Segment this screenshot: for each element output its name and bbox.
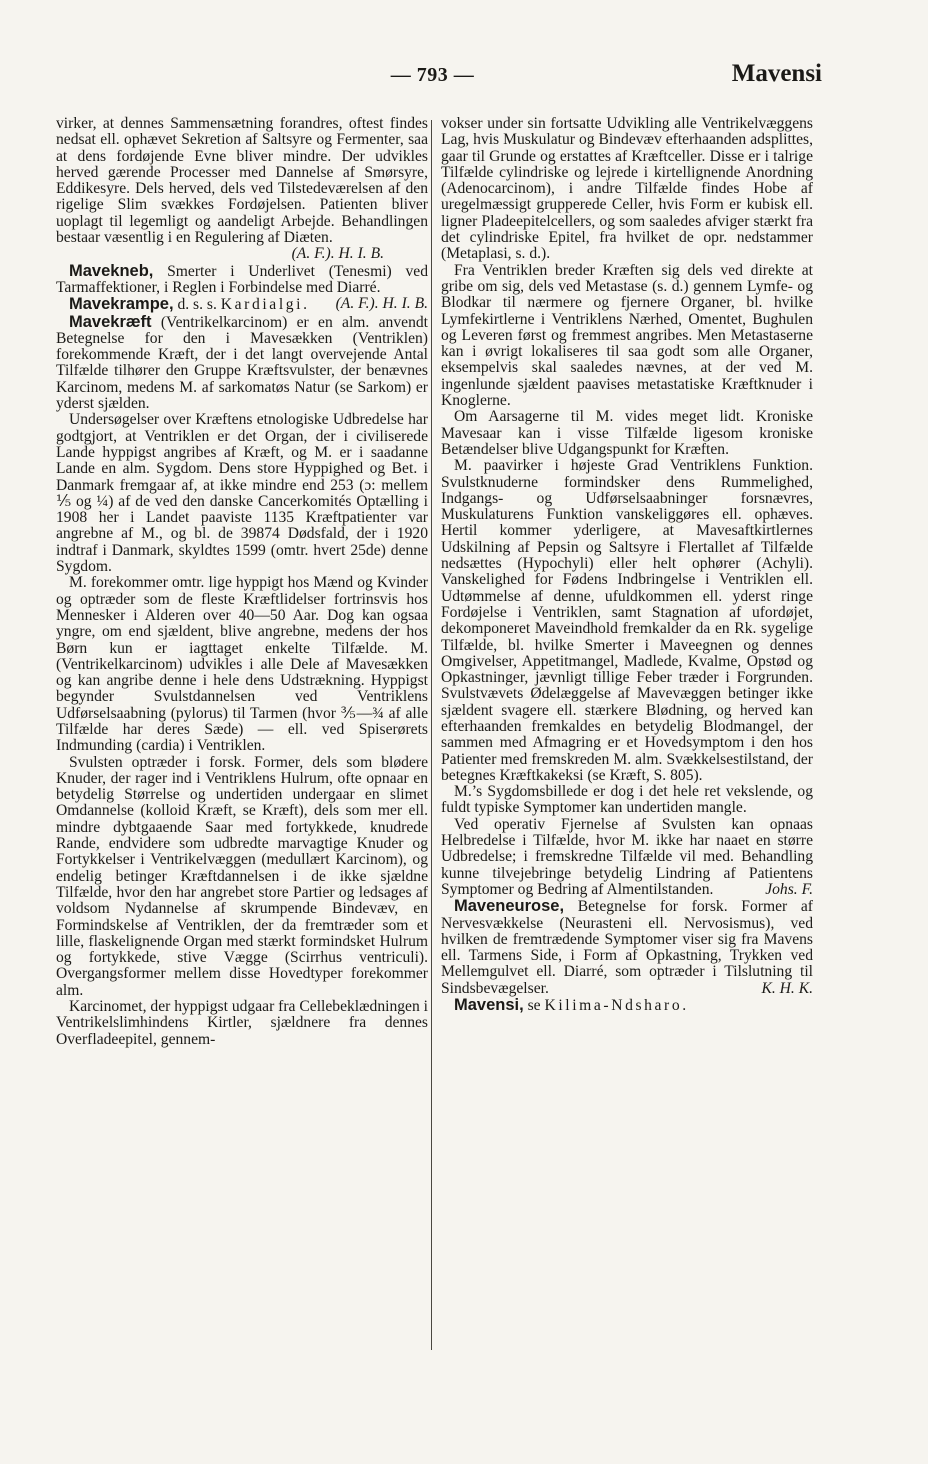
paragraph — [56, 575, 428, 754]
paragraph — [441, 263, 813, 410]
paragraph — [56, 999, 428, 1048]
entry — [441, 898, 813, 997]
entry-text: Betegnelse for forsk. Former af Nervesvækkelse (Neurasteni ell. Nervosismus), ved hvilken de fremtrædende Symptomer viser sig fra Mavens ell. Tarmens Side, i Form af Opkastning, Trykken ved Mellemgulvet ell. Diarré, som optræder i Tilslutning til Sindsbevægelser. — [441, 898, 813, 997]
entry-text: virker, at dennes Sammensætning forandres, oftest findes nedsat ell. ophævet Sekretion af Saltsyre og Fermenter, saa at dens fordøjende Evne bliver mindre. Der udvikles herved gærende Processer med Dannelse af Smørsyre, Eddikesyre. Dels herved, dels ved Tilstedeværelsen af den rigelige Slim svækkes Fordøjelsen. Patienten bliver uoplagt til legemligt og aandeligt Arbejde. Behandlingen bestaar væsentlig i en Regulering af Diæten. — [56, 115, 428, 247]
entry-headword: Mavekneb, — [69, 261, 154, 280]
signature: (A. F.). H. I. B. — [335, 295, 428, 313]
entry-text: M. forekommer omtr. lige hyppigt hos Mænd og Kvinder og optræder som de fleste Kræftlidelser fortrinsvis hos Mennesker i Alderen over 40—50 Aar. Dog kan ogsaa yngre, om end sjældent, blive angrebne, medens der hos Børn kun er iagttaget enkelte Tilfælde. M. (Ventrikelkarcinom) udvikles i alle Dele af Mavesækken og kan angribe denne i hele dens Udstrækning. Hyppigst begynder Svulstdannelsen ved Ventriklens Udførselsaabning (pylorus) til Tarmen (hvor ⅗—¾ af alle Tilfælde har deres Sæde) — ell. ved Spiserørets Indmunding (cardia) i Ventriklen. — [56, 574, 428, 755]
paragraph — [56, 412, 428, 575]
entry-text: M.’s Sygdomsbillede er dog i det hele ret vekslende, og fuldt typiske Symptomer kan undertiden mangle. — [441, 783, 813, 817]
cross-reference: Kardialgi. — [220, 296, 310, 314]
entry-text: vokser under sin fortsatte Udvikling alle Ventrikelvæggens Lag, hvis Muskulatur og Bindevæv efterhaanden adsplittes, gaar til Grunde og erstattes af Kræftceller. Disse er i talrige Tilfælde cylindriske og lejrede i kirtellignende Anordning (Adenocarcinom), i andre Tilfælde findes Hobe af uregelmæssigt grupperede Celler, hvis Form er kubisk ell. ligner Pladeepitelcellers, og som saaledes afviger stærkt fra det cylindriske Epitel, fra hvilket de opr. nedstammer (Metaplasi, s. d.). — [441, 115, 813, 263]
paragraph — [441, 458, 813, 784]
entry-text: Om Aarsagerne til M. vides meget lidt. Kroniske Mavesaar kan i visse Tilfælde ligesom kroniske Betændelser blive Udgangspunkt for Kræften. — [441, 408, 813, 458]
entry-headword: Mavekræft — [69, 312, 152, 331]
entry-text: Undersøgelser over Kræftens etnologiske Udbredelse har godtgjort, at Ventriklen er det Organ, der i civiliserede Lande hyppigst angribes af Kræft, og M. er i saadanne Lande en alm. Sygdom. Dens store Hyppighed og Bet. i Danmark fremgaar af, at ikke mindre end 253 (ɔ: mellem ⅕ og ¼) af de ved den danske Cancerkomités Optælling i 1908 her i Landet paaviste 1135 Kræftpatienter var angrebne af M., og bl. de 39874 Dødsfald, der i 1920 indtraf i Danmark, skyldtes 1599 (omtr. hvert 25de) denne Sygdom. — [56, 411, 428, 576]
entry-text: (Ventrikelkarcinom) er en alm. anvendt Betegnelse for den i Mavesækken (Ventriklen) forekommende Kræft, der i det langt overvejende Antal Tilfælde tilhører den Gruppe Kræftsvulster, der benævnes Karcinom, medens M. af sarkomatøs Natur (se Sarkom) er yderst sjælden. — [56, 313, 428, 413]
entry-text: Fra Ventriklen breder Kræften sig dels ved direkte at gribe om sig, dels ved Metastase (s. d.) gennem Lymfe- og Blodkar til nærmere og fjernere Organer, bl. hvilke Lymfekirtlerne i Ventriklens Nærhed, Omentet, Bughulen og Leveren først og fremmest angribes. Men Metastaserne kan i øvrigt lokaliseres til saa godt som alle Organer, eksempelvis skal saaledes nævnes, at der ved M. ingenlunde sjældent paavises metastatiske Kræftknuder i Knoglerne. — [441, 261, 813, 410]
entry-headword: Mavekrampe, — [69, 295, 174, 314]
right-column — [441, 116, 813, 1014]
paragraph — [56, 116, 428, 246]
entry-text: Ved operativ Fjernelse af Svulsten kan opnaas Helbredelse i Tilfælde, hvor M. ikke har naaet en større Udbredelse; i fremskredne Tilfælde vil med. Behandling kunne tilvejebringe betydelig Lindring af Patientens Symptomer og Bedring af Almentilstanden. — [441, 815, 813, 898]
entry-text: M. paavirker i højeste Grad Ventriklens Funktion. Svulstknuderne formindsker dens Rummelighed, Indgangs- og Udførselsaabninger forsnævres, Muskulaturens Funktion vanskeliggøres ell. ophæves. Hertil kommer yderligere, at Mavesaftkirtlernes Udskilning af Pepsin og Saltsyre i Flertallet af Tilfælde nedsættes (Hypochyli) eller helt ophører (Achyli). Vanskelighed for Fødens Indbringelse i Ventriklen ell. Udtømmelse af denne, ufuldkommen ell. yderst ringe Fordøjelse i Ventriklen, samt Stagnation af ufordøjet, dekomponeret Maveindhold fremkalder da en Rk. sygelige Tilfælde, bl. hvilke Smerter i Maveegnen og dennes Omgivelser, Appetitmangel, Madlede, Kvalme, Opstød og Opkastninger, jævnligt tillige Feber træder i Forgrunden. Svulstvævets Ødelæggelse af Mavevæggen betinger ikke sjældent svagere ell. stærkere Blødning, og herved kan efterhaanden fremkaldes en betydelig Blodmangel, der sammen med Afmagring er et Hovedsymptom i den hos Patienter med fremskreden M. alm. Svækkelsestilstand, der betegnes Kræftkakeksi (se Kræft, S. 805). — [441, 457, 813, 784]
paragraph — [441, 784, 813, 817]
cross-reference: Kilima-Ndsharo. — [544, 997, 689, 1015]
entry-text: Karcinomet, der hyppigst udgaar fra Cellebeklædningen i Ventrikelslimhindens Kirtler, sjældnere fra dennes Overfladeepitel, gennem- — [56, 998, 428, 1048]
entry-text: d. s. s. — [173, 296, 221, 314]
paragraph — [441, 116, 813, 263]
entry-text: se — [523, 997, 545, 1015]
entry-text: Smerter i Underlivet (Tenesmi) ved Tarmaffektioner, i Reglen i Forbindelse med Diarré. — [56, 262, 428, 296]
running-head: Mavensi — [731, 60, 822, 87]
paragraph — [441, 817, 813, 898]
entry — [441, 997, 813, 1014]
entry-headword: Mavensi, — [454, 996, 524, 1015]
left-column — [56, 116, 428, 1048]
entry — [56, 314, 428, 413]
signature: Johs. F. — [765, 880, 813, 898]
column-divider — [431, 120, 432, 1350]
paragraph — [441, 409, 813, 458]
entry-text: Svulsten optræder i forsk. Former, dels som blødere Knuder, der rager ind i Ventriklens Hulrum, ofte opnaar en betydelig Størrelse og undertiden undergaar en slimet Omdannelse (kolloid Kræft, se Kræft), dels som mer ell. mindre dybtgaaende Saar med fortykkede, knudrede Rande, endvidere som udbredte marvagtige Knuder og Fortykkelser i Ventrikelvæggen (medullært Karcinom), og endelig betinger Kræftdannelsen i de ikke sjældne Tilfælde, hvor den har angrebet store Partier og ledsages af voldsom Nydannelse af skrumpende Bindevæv, en Formindskelse af Ventriklen, der da fremtræder som et lille, flaskelignende Organ med stærkt formindsket Hulrum og fortykkede, stive Vægge (Scirrhus ventriculi). Overgangsformer mellem disse Hovedtyper forekommer alm. — [56, 753, 428, 999]
entry-headword: Maveneurose, — [454, 897, 565, 916]
signature: K. H. K. — [761, 979, 813, 997]
signature-text: (A. F.). H. I. B. — [291, 245, 384, 263]
page-number: — 793 — — [390, 64, 475, 86]
signature — [56, 246, 384, 262]
paragraph — [56, 755, 428, 999]
